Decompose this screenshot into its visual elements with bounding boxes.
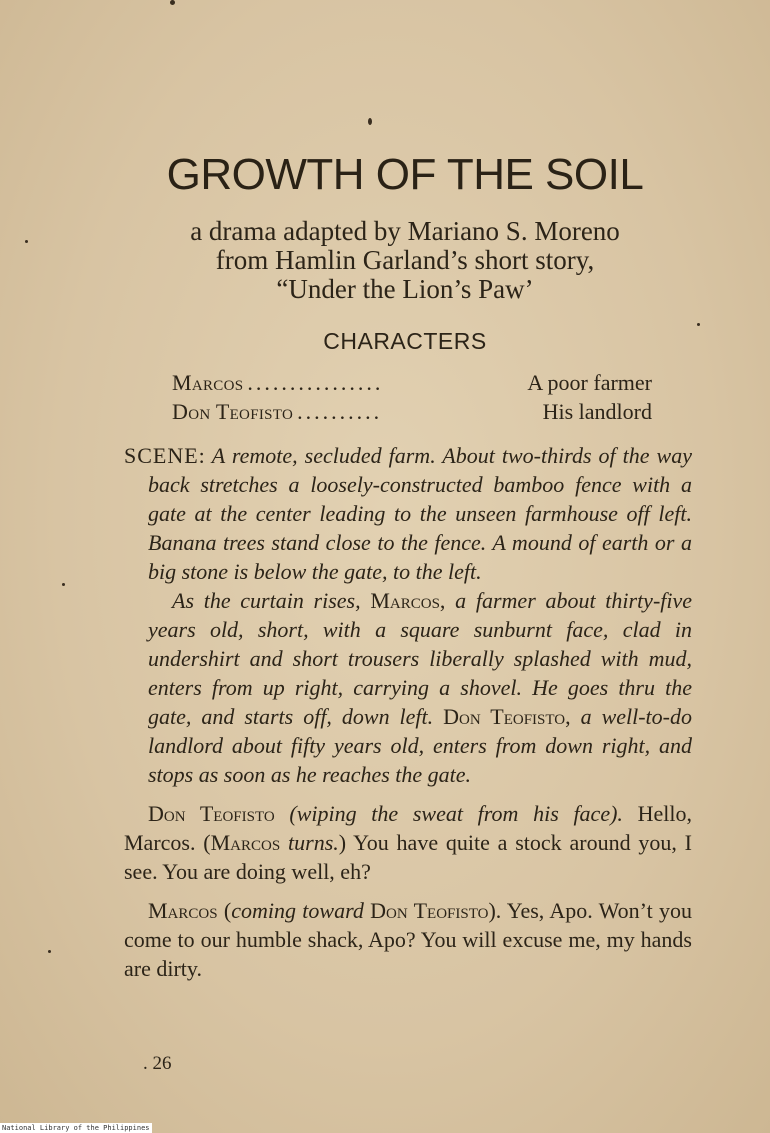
dialog-line [124, 799, 692, 886]
cast-row [172, 399, 652, 428]
cast-leader-dots: .......... [297, 399, 383, 424]
direction-close: ). [488, 898, 502, 923]
cast-row [172, 370, 652, 399]
characters-heading: CHARACTERS [323, 328, 487, 354]
paper-speck [170, 0, 175, 5]
cast-name: Marcos [172, 370, 244, 395]
paper-speck [368, 118, 372, 125]
direction-open: ( [223, 898, 232, 923]
subtitle-line-1: a drama adapted by Mariano S. Moreno [190, 216, 620, 246]
stage-text-1: As the curtain rises, [172, 588, 361, 613]
play-text [124, 441, 692, 983]
stage-direction [124, 586, 692, 789]
library-footer: National Library of the Philippines [2, 1124, 150, 1132]
dialog-text: Hello, Marcos. ( [124, 801, 692, 855]
stage-text-2: a farmer about thirty-five years old, short, with a square sunburnt face, clad in undershirt and short trousers liberally splashed with mud, enters from up right, carrying a shovel. He goes thru the gate, and starts off, down left. [148, 588, 693, 729]
speaker-name: Marcos [148, 898, 218, 923]
subtitle-line-3: “Under the Lion’s Paw’ [276, 274, 534, 304]
paper-speck [48, 950, 51, 953]
stage-text-3: a well-to-do landlord about fifty years old, enters from down right, and stops as soon as he reaches the gate. [148, 704, 692, 787]
character-ref-marcos: Marcos [210, 830, 281, 855]
scene-description [124, 441, 692, 586]
character-ref-teofisto: Don Teofisto, [443, 704, 571, 729]
speaker-name: Don Teofisto [148, 801, 275, 826]
play-subtitle [0, 217, 770, 304]
character-ref-teofisto: Don Teofisto [370, 898, 489, 923]
cast-list [172, 370, 652, 428]
play-title: GROWTH OF THE SOIL [166, 150, 644, 199]
page-number: . 26 [143, 1053, 172, 1074]
cast-leader-dots: ................ [247, 370, 384, 395]
dialog-text: Yes, Apo. Won’t you come to our humble shack, Apo? You will excuse me, my hands are dirty. [124, 898, 693, 981]
speaker-direction: (wiping the sweat from his face). [289, 801, 623, 826]
paper-speck [25, 240, 28, 243]
dialog-line [124, 896, 692, 983]
inline-direction: turns. [288, 830, 339, 855]
scene-label: SCENE: [124, 443, 206, 468]
paper-speck [697, 323, 700, 326]
dialog-text: ) You have quite a stock around you, I see. You are doing well, eh? [124, 830, 692, 884]
cast-role: A poor farmer [527, 370, 652, 395]
cast-name: Don Teofisto [172, 399, 294, 424]
character-ref-marcos: Marcos, [370, 588, 446, 613]
scene-text: A remote, secluded farm. About two-thirds of the way back stretches a loosely-constructed bamboo fence with a gate at the center leading to the unseen farmhouse off left. Banana trees stand close to the fence. A mound of earth or a big stone is below the gate, to the left. [148, 443, 692, 584]
paper-speck [62, 583, 65, 586]
speaker-direction: coming toward [231, 898, 364, 923]
cast-role: His landlord [542, 399, 652, 424]
subtitle-line-2: from Hamlin Garland’s short story, [215, 245, 595, 275]
